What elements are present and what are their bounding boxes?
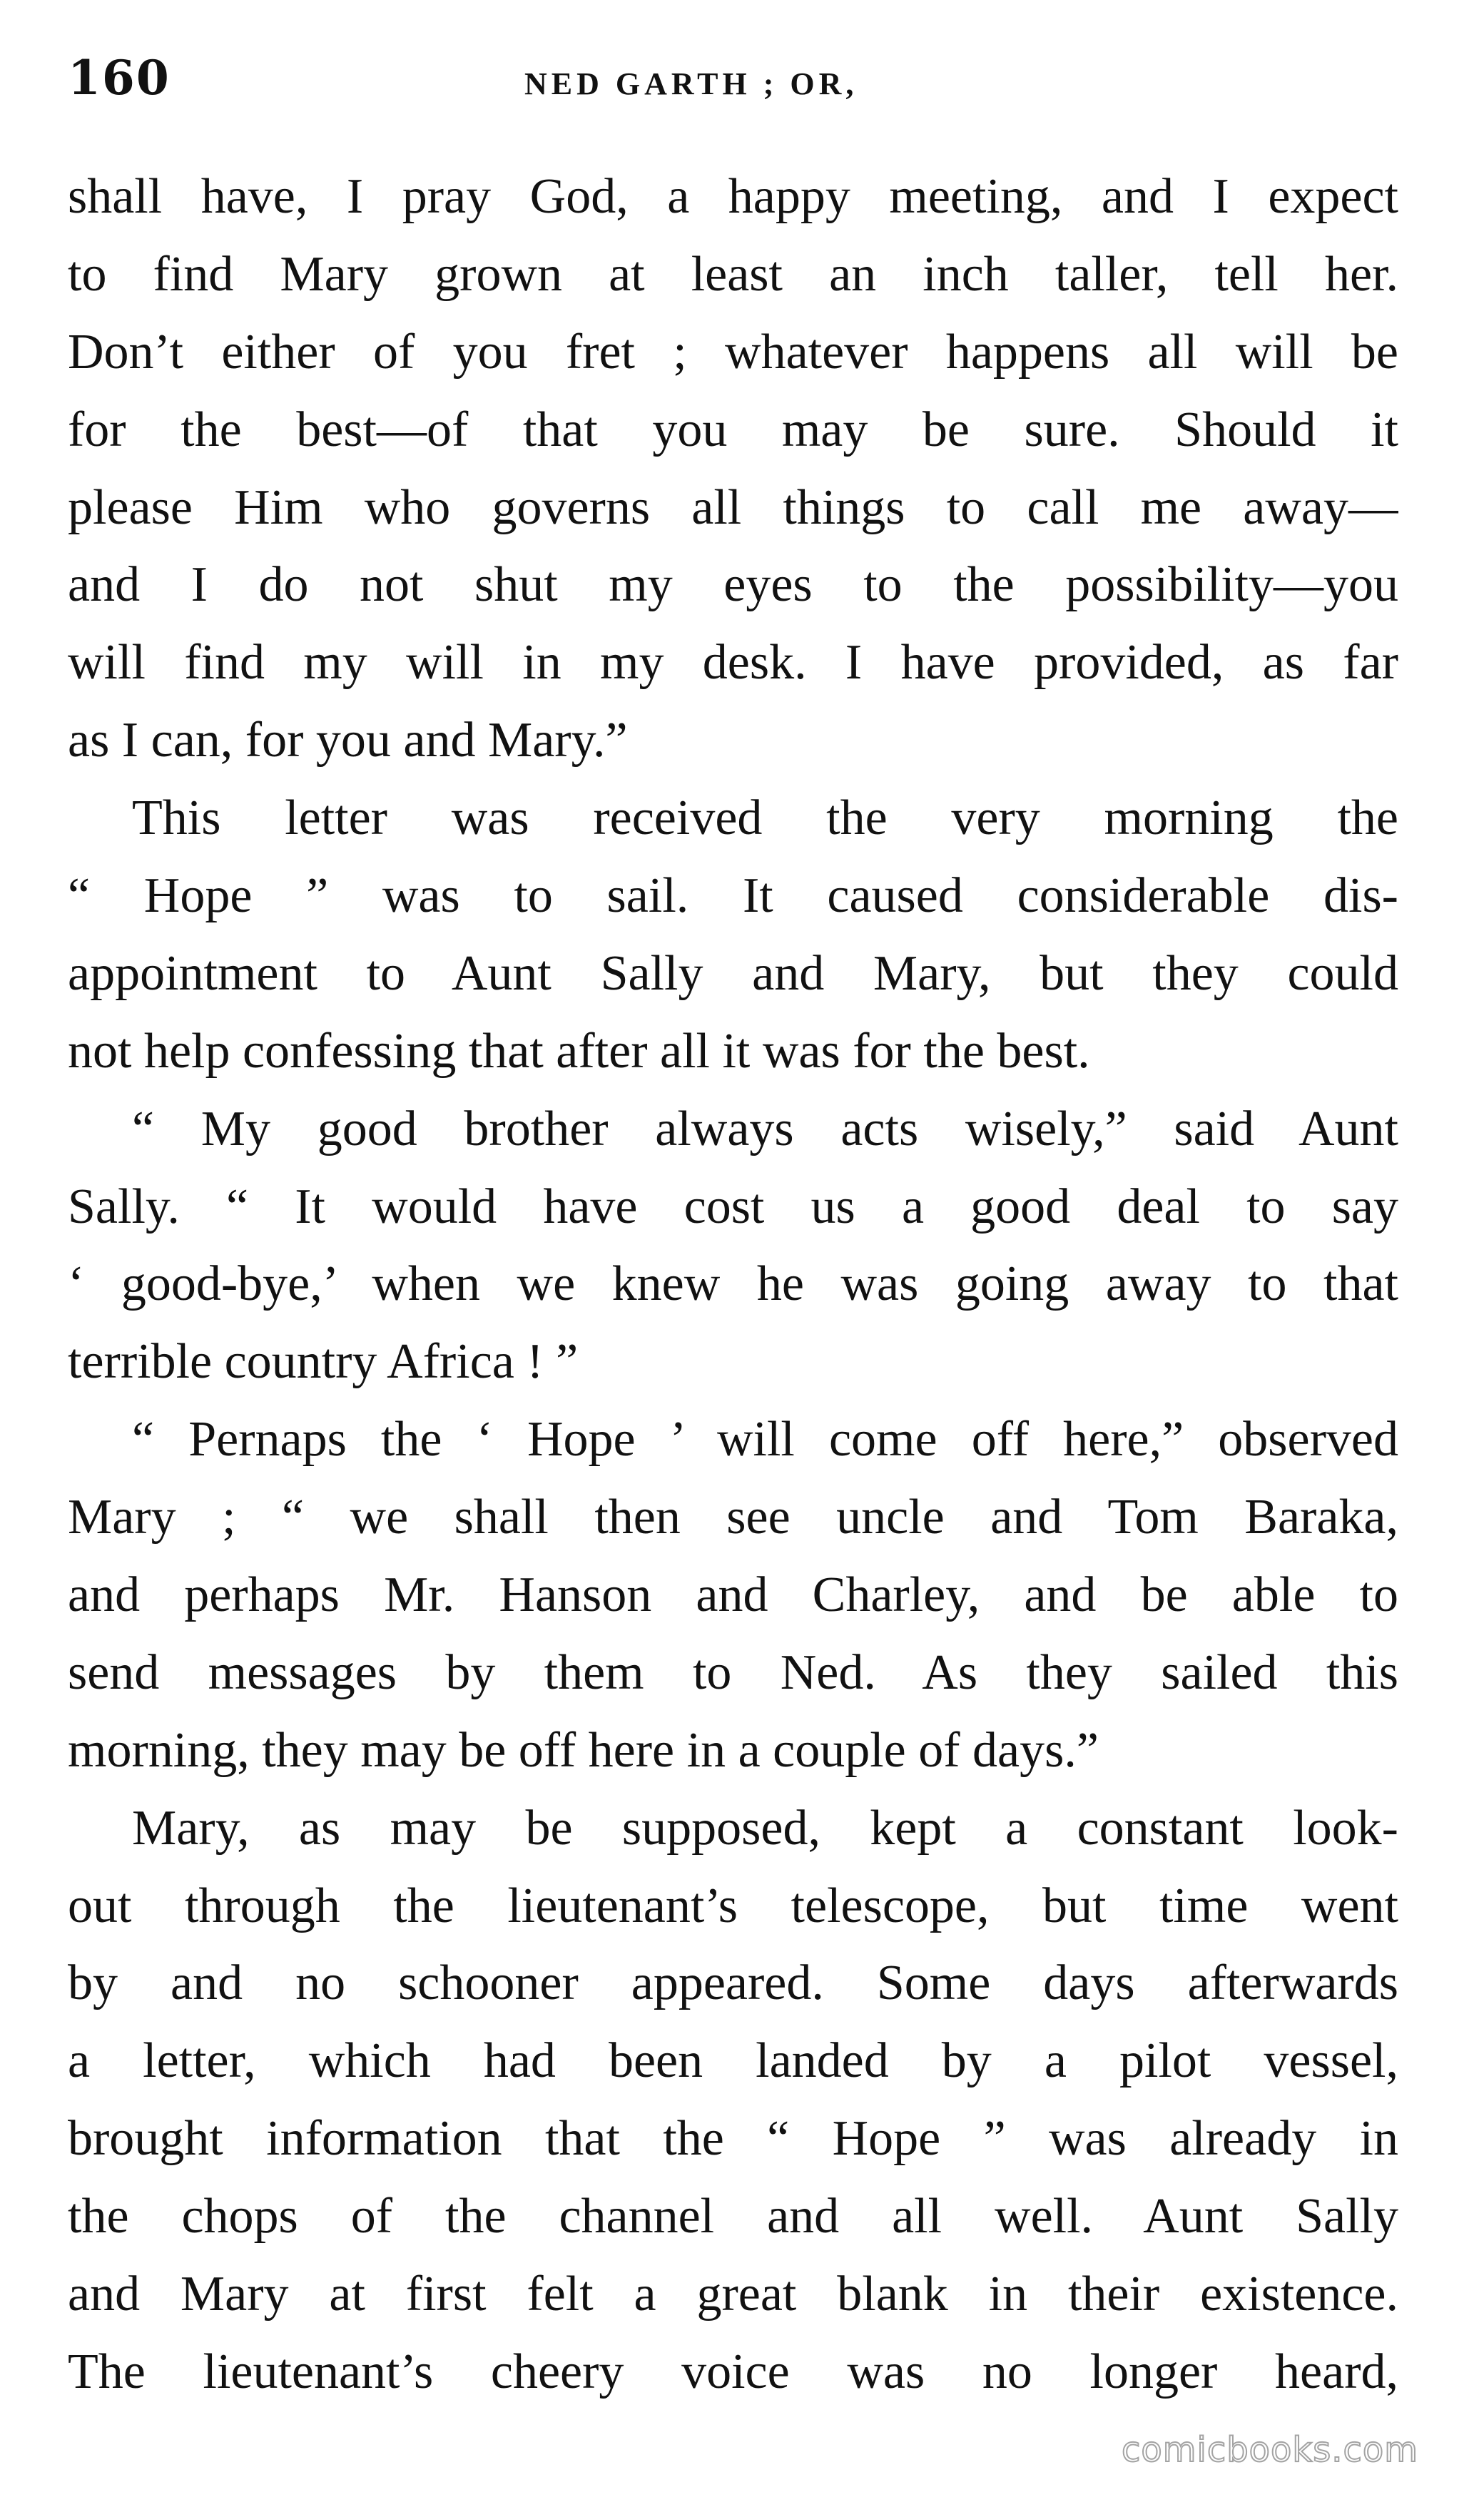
text-line: brought information that the “ Hope ” was already in <box>68 2111 1398 2167</box>
page-header <box>68 43 1416 128</box>
text-line: shall have, I pray God, a happy meeting, and I expect <box>68 169 1398 224</box>
text-line: and I do not shut my eyes to the possibility—you <box>68 557 1398 613</box>
page-number: 160 <box>68 50 171 106</box>
text-line: Mary ; “ we shall then see uncle and Tom Baraka, <box>68 1490 1398 1545</box>
text-line: will find my will in my desk. I have provided, as far <box>68 635 1398 691</box>
text-line: a letter, which had been landed by a pilot vessel, <box>68 2033 1398 2089</box>
text-line: terrible country Africa ! ” <box>68 1334 579 1390</box>
body-text <box>68 158 1398 2411</box>
text-line: morning, they may be off here in a couple of days.” <box>68 1722 1099 1778</box>
text-line: out through the lieutenant’s telescope, but time went <box>68 1878 1398 1933</box>
text-line: appointment to Aunt Sally and Mary, but they could <box>68 945 1398 1001</box>
text-line: the chops of the channel and all well. Aunt Sally <box>68 2189 1398 2244</box>
text-line: by and no schooner appeared. Some days afterwards <box>68 1956 1398 2011</box>
text-line: not help confessing that after all it was for the best. <box>68 1023 1090 1079</box>
running-head: NED GARTH ; OR, <box>524 66 858 101</box>
text-line: The lieutenant’s cheery voice was no longer heard, <box>68 2344 1398 2399</box>
text-line: please Him who governs all things to call me away— <box>68 479 1398 535</box>
text-line: Mary, as may be supposed, kept a constant look- <box>132 1800 1398 1856</box>
text-line: “ Pernaps the ‘ Hope ’ will come off here,” observed <box>132 1412 1398 1468</box>
text-line: to find Mary grown at least an inch taller, tell her. <box>68 246 1398 302</box>
text-line: “ Hope ” was to sail. It caused considerable dis- <box>68 868 1398 924</box>
text-line: for the best—of that you may be sure. Should it <box>68 402 1398 457</box>
text-line: Don’t either of you fret ; whatever happens all will be <box>68 324 1398 380</box>
text-line: “ My good brother always acts wisely,” said Aunt <box>132 1101 1398 1156</box>
text-line: This letter was received the very morning the <box>132 790 1398 846</box>
text-line: as I can, for you and Mary.” <box>68 713 628 768</box>
text-line: Sally. “ It would have cost us a good deal to say <box>68 1179 1398 1234</box>
watermark: comicbooks.com <box>1121 2430 1418 2470</box>
text-line: send messages by them to Ned. As they sailed this <box>68 1644 1398 1700</box>
text-line: ‘ good-bye,’ when we knew he was going away to that <box>68 1256 1398 1312</box>
text-line: and Mary at first felt a great blank in their existence. <box>68 2267 1398 2322</box>
text-line: and perhaps Mr. Hanson and Charley, and be able to <box>68 1567 1398 1623</box>
